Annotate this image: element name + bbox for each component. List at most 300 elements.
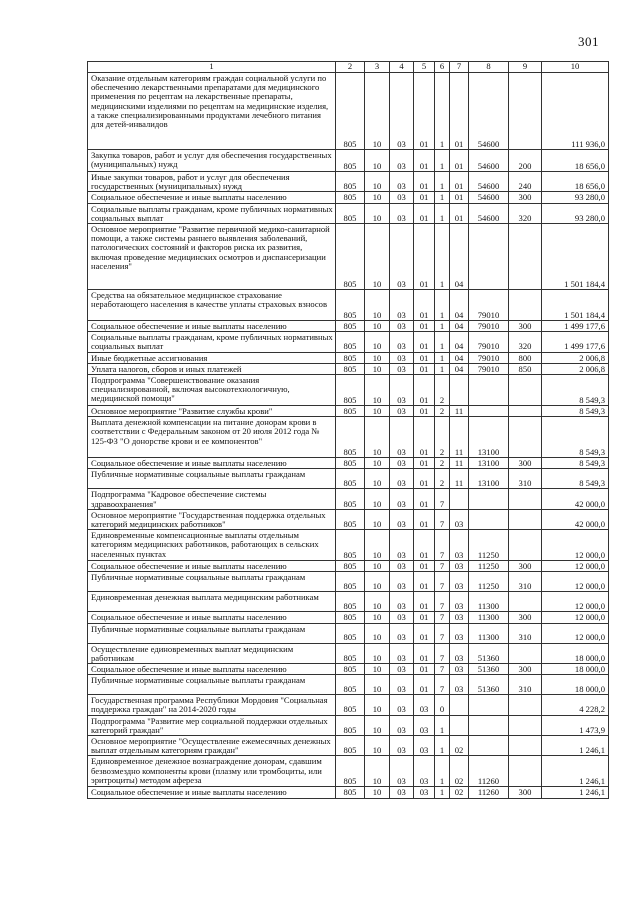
row-value-cell-2: 805: [336, 592, 365, 612]
row-value-cell-9: 800: [509, 352, 542, 363]
row-value-cell-7: [450, 715, 469, 735]
row-value-cell-10: 12 000,0: [542, 592, 609, 612]
row-value-cell-3: 10: [365, 592, 390, 612]
row-value-cell-10: 1 246,1: [542, 756, 609, 787]
row-value-cell-4: 03: [390, 643, 414, 663]
row-value-cell-10: 1 246,1: [542, 736, 609, 756]
row-value-cell-3: 10: [365, 203, 390, 223]
row-value-cell-9: 310: [509, 469, 542, 489]
row-value-cell-8: 79010: [469, 332, 509, 352]
table-row: [88, 623, 609, 643]
row-value-cell-10: 18 000,0: [542, 643, 609, 663]
row-name-cell: Публичные нормативные социальные выплаты гражданам: [88, 572, 336, 592]
row-value-cell-9: 850: [509, 363, 542, 374]
row-value-cell-2: 805: [336, 736, 365, 756]
table-row: [88, 509, 609, 529]
row-value-cell-10: 18 656,0: [542, 172, 609, 192]
row-value-cell-9: [509, 756, 542, 787]
row-value-cell-3: 10: [365, 332, 390, 352]
row-name-cell: Социальное обеспечение и иные выплаты населению: [88, 612, 336, 623]
row-value-cell-7: 01: [450, 203, 469, 223]
row-value-cell-7: 03: [450, 664, 469, 675]
table-row: [88, 203, 609, 223]
row-value-cell-9: 300: [509, 664, 542, 675]
row-value-cell-5: 01: [414, 509, 435, 529]
row-value-cell-3: 10: [365, 363, 390, 374]
table-row: [88, 469, 609, 489]
row-value-cell-10: 2 006,8: [542, 363, 609, 374]
row-value-cell-6: 1: [435, 150, 450, 172]
row-value-cell-10: 12 000,0: [542, 561, 609, 572]
row-value-cell-9: 200: [509, 150, 542, 172]
row-value-cell-7: 01: [450, 172, 469, 192]
row-value-cell-9: 300: [509, 192, 542, 203]
row-value-cell-4: 03: [390, 417, 414, 458]
row-value-cell-7: 02: [450, 756, 469, 787]
row-value-cell-2: 805: [336, 375, 365, 406]
row-value-cell-6: 1: [435, 192, 450, 203]
row-value-cell-2: 805: [336, 675, 365, 695]
row-value-cell-6: 7: [435, 489, 450, 509]
row-value-cell-2: 805: [336, 530, 365, 561]
column-header-7: 7: [450, 62, 469, 73]
row-value-cell-9: 300: [509, 561, 542, 572]
table-header-row: [88, 62, 609, 73]
row-value-cell-9: 320: [509, 332, 542, 352]
row-value-cell-10: 1 501 184,4: [542, 290, 609, 321]
table-row: [88, 695, 609, 715]
row-value-cell-9: [509, 224, 542, 290]
table-row: [88, 612, 609, 623]
row-name-cell: Выплата денежной компенсации на питание донорам крови в соответствии с Федеральным законом от 20 июля 2012 года № 125-ФЗ "О донорстве крови и ее компонентов": [88, 417, 336, 458]
table-row: [88, 192, 609, 203]
row-value-cell-8: 13100: [469, 458, 509, 469]
row-value-cell-6: 7: [435, 592, 450, 612]
row-value-cell-6: 1: [435, 352, 450, 363]
row-value-cell-5: 01: [414, 224, 435, 290]
table-body: [88, 73, 609, 799]
row-value-cell-6: 1: [435, 224, 450, 290]
row-value-cell-9: 300: [509, 612, 542, 623]
row-value-cell-8: 51360: [469, 664, 509, 675]
row-name-cell: Оказание отдельным категориям граждан социальной услуги по обеспечению лекарственными препаратами для медицинского применения по рецептам на лекарственные препараты, медицинскими изделиями по рецептам на медицинские изделия, а также специализированными продуктами лечебного питания для детей-инвалидов: [88, 73, 336, 150]
row-value-cell-8: [469, 224, 509, 290]
row-value-cell-5: 01: [414, 192, 435, 203]
row-value-cell-2: 805: [336, 469, 365, 489]
table-row: [88, 664, 609, 675]
row-value-cell-6: 1: [435, 363, 450, 374]
row-value-cell-5: 03: [414, 756, 435, 787]
row-name-cell: Публичные нормативные социальные выплаты гражданам: [88, 623, 336, 643]
row-value-cell-6: 1: [435, 756, 450, 787]
row-value-cell-3: 10: [365, 664, 390, 675]
table-row: [88, 332, 609, 352]
row-value-cell-5: 01: [414, 643, 435, 663]
column-header-6: 6: [435, 62, 450, 73]
table-row: [88, 417, 609, 458]
row-value-cell-3: 10: [365, 150, 390, 172]
row-value-cell-4: 03: [390, 363, 414, 374]
row-value-cell-5: 01: [414, 572, 435, 592]
table-row: [88, 675, 609, 695]
row-value-cell-10: 18 000,0: [542, 675, 609, 695]
row-value-cell-3: 10: [365, 321, 390, 332]
row-value-cell-9: [509, 592, 542, 612]
row-value-cell-8: 11260: [469, 787, 509, 798]
row-value-cell-5: 01: [414, 561, 435, 572]
row-value-cell-7: 04: [450, 332, 469, 352]
row-value-cell-8: 51360: [469, 675, 509, 695]
row-value-cell-6: 1: [435, 290, 450, 321]
row-value-cell-2: 805: [336, 150, 365, 172]
row-value-cell-4: 03: [390, 375, 414, 406]
table-row: [88, 172, 609, 192]
row-value-cell-8: 79010: [469, 290, 509, 321]
row-value-cell-9: [509, 406, 542, 417]
row-value-cell-4: 03: [390, 321, 414, 332]
column-header-4: 4: [390, 62, 414, 73]
row-value-cell-10: 12 000,0: [542, 572, 609, 592]
row-value-cell-2: 805: [336, 489, 365, 509]
row-value-cell-8: 54600: [469, 203, 509, 223]
row-value-cell-3: 10: [365, 458, 390, 469]
row-value-cell-10: 1 499 177,6: [542, 332, 609, 352]
row-value-cell-4: 03: [390, 150, 414, 172]
row-value-cell-7: 03: [450, 561, 469, 572]
row-value-cell-7: 02: [450, 736, 469, 756]
row-value-cell-2: 805: [336, 321, 365, 332]
row-value-cell-5: 03: [414, 715, 435, 735]
row-value-cell-10: 12 000,0: [542, 612, 609, 623]
row-value-cell-2: 805: [336, 612, 365, 623]
row-name-cell: Единовременное денежное вознаграждение донорам, сдавшим безвозмездно компоненты крови (плазму или тромбоциты, или эритроциты) методом афереза: [88, 756, 336, 787]
row-value-cell-3: 10: [365, 352, 390, 363]
row-value-cell-10: 111 936,0: [542, 73, 609, 150]
row-value-cell-6: 7: [435, 612, 450, 623]
row-name-cell: Единовременные компенсационные выплаты отдельным категориям медицинских работников, работающих в сельских населенных пунктах: [88, 530, 336, 561]
row-value-cell-7: 04: [450, 290, 469, 321]
row-value-cell-3: 10: [365, 375, 390, 406]
row-value-cell-8: [469, 509, 509, 529]
row-value-cell-7: 02: [450, 787, 469, 798]
table-row: [88, 150, 609, 172]
row-value-cell-3: 10: [365, 469, 390, 489]
row-value-cell-3: 10: [365, 172, 390, 192]
row-value-cell-6: 0: [435, 695, 450, 715]
row-value-cell-2: 805: [336, 73, 365, 150]
row-value-cell-10: 12 000,0: [542, 623, 609, 643]
row-value-cell-4: 03: [390, 572, 414, 592]
row-name-cell: Социальное обеспечение и иные выплаты населению: [88, 561, 336, 572]
row-value-cell-2: 805: [336, 756, 365, 787]
row-name-cell: Иные бюджетные ассигнования: [88, 352, 336, 363]
row-value-cell-2: 805: [336, 203, 365, 223]
row-value-cell-4: 03: [390, 736, 414, 756]
row-value-cell-10: 8 549,3: [542, 458, 609, 469]
row-value-cell-8: 51360: [469, 643, 509, 663]
row-value-cell-5: 01: [414, 150, 435, 172]
row-name-cell: Иные закупки товаров, работ и услуг для обеспечения государственных (муниципальных) нужд: [88, 172, 336, 192]
row-value-cell-6: 1: [435, 73, 450, 150]
row-value-cell-2: 805: [336, 458, 365, 469]
row-value-cell-8: 11300: [469, 612, 509, 623]
row-value-cell-4: 03: [390, 592, 414, 612]
row-name-cell: Социальное обеспечение и иные выплаты населению: [88, 321, 336, 332]
row-value-cell-4: 03: [390, 695, 414, 715]
row-value-cell-3: 10: [365, 572, 390, 592]
row-value-cell-8: 79010: [469, 363, 509, 374]
row-value-cell-3: 10: [365, 417, 390, 458]
row-value-cell-5: 01: [414, 612, 435, 623]
row-value-cell-5: 01: [414, 375, 435, 406]
row-value-cell-6: 2: [435, 458, 450, 469]
row-value-cell-6: 7: [435, 561, 450, 572]
row-name-cell: Социальное обеспечение и иные выплаты населению: [88, 458, 336, 469]
row-value-cell-8: [469, 375, 509, 406]
row-value-cell-4: 03: [390, 192, 414, 203]
row-value-cell-5: 01: [414, 489, 435, 509]
row-name-cell: Средства на обязательное медицинское страхование неработающего населения в качестве уплаты страховых взносов: [88, 290, 336, 321]
row-value-cell-9: [509, 736, 542, 756]
row-value-cell-10: 1 246,1: [542, 787, 609, 798]
row-value-cell-3: 10: [365, 73, 390, 150]
row-value-cell-9: 310: [509, 572, 542, 592]
row-value-cell-4: 03: [390, 290, 414, 321]
row-value-cell-2: 805: [336, 787, 365, 798]
row-value-cell-9: [509, 695, 542, 715]
row-value-cell-3: 10: [365, 675, 390, 695]
row-value-cell-6: 7: [435, 664, 450, 675]
row-value-cell-4: 03: [390, 561, 414, 572]
row-value-cell-10: 8 549,3: [542, 375, 609, 406]
row-name-cell: Уплата налогов, сборов и иных платежей: [88, 363, 336, 374]
row-value-cell-9: [509, 715, 542, 735]
row-value-cell-5: 01: [414, 363, 435, 374]
row-value-cell-6: 1: [435, 203, 450, 223]
row-value-cell-8: 13100: [469, 417, 509, 458]
row-value-cell-2: 805: [336, 695, 365, 715]
table-row: [88, 736, 609, 756]
row-value-cell-6: 7: [435, 675, 450, 695]
row-value-cell-2: 805: [336, 664, 365, 675]
row-value-cell-6: 7: [435, 643, 450, 663]
column-header-2: 2: [336, 62, 365, 73]
row-name-cell: Основное мероприятие "Развитие службы крови": [88, 406, 336, 417]
column-header-8: 8: [469, 62, 509, 73]
row-value-cell-6: 7: [435, 530, 450, 561]
row-value-cell-9: 300: [509, 321, 542, 332]
row-name-cell: Государственная программа Республики Мордовия "Социальная поддержка граждан" на 2014-2020 годы: [88, 695, 336, 715]
row-value-cell-5: 01: [414, 321, 435, 332]
row-value-cell-9: [509, 73, 542, 150]
row-value-cell-9: [509, 417, 542, 458]
row-value-cell-4: 03: [390, 787, 414, 798]
row-value-cell-10: 18 000,0: [542, 664, 609, 675]
row-value-cell-3: 10: [365, 224, 390, 290]
row-value-cell-8: 11250: [469, 561, 509, 572]
row-value-cell-5: 03: [414, 695, 435, 715]
row-value-cell-7: 03: [450, 612, 469, 623]
row-value-cell-8: 11250: [469, 530, 509, 561]
row-value-cell-10: 1 473,9: [542, 715, 609, 735]
row-value-cell-6: 1: [435, 172, 450, 192]
row-name-cell: Социальные выплаты гражданам, кроме публичных нормативных социальных выплат: [88, 332, 336, 352]
row-value-cell-2: 805: [336, 561, 365, 572]
row-value-cell-4: 03: [390, 509, 414, 529]
table-row: [88, 572, 609, 592]
row-value-cell-2: 805: [336, 623, 365, 643]
table-row: [88, 756, 609, 787]
row-value-cell-6: 7: [435, 623, 450, 643]
row-value-cell-9: 300: [509, 787, 542, 798]
row-value-cell-3: 10: [365, 406, 390, 417]
row-value-cell-7: 01: [450, 73, 469, 150]
row-value-cell-6: 1: [435, 332, 450, 352]
row-value-cell-8: 79010: [469, 352, 509, 363]
row-value-cell-3: 10: [365, 489, 390, 509]
row-value-cell-6: 1: [435, 321, 450, 332]
row-value-cell-10: 4 228,2: [542, 695, 609, 715]
row-value-cell-2: 805: [336, 224, 365, 290]
row-value-cell-8: 11300: [469, 623, 509, 643]
row-value-cell-9: 240: [509, 172, 542, 192]
row-value-cell-5: 01: [414, 458, 435, 469]
row-value-cell-7: 03: [450, 572, 469, 592]
row-name-cell: Основное мероприятие "Осуществление ежемесячных денежных выплат отдельным категориям граждан": [88, 736, 336, 756]
row-value-cell-6: 2: [435, 375, 450, 406]
row-value-cell-5: 01: [414, 352, 435, 363]
row-value-cell-6: 1: [435, 787, 450, 798]
row-value-cell-7: 11: [450, 417, 469, 458]
row-value-cell-4: 03: [390, 332, 414, 352]
row-value-cell-10: 2 006,8: [542, 352, 609, 363]
row-value-cell-6: 2: [435, 417, 450, 458]
table-row: [88, 352, 609, 363]
row-value-cell-9: [509, 643, 542, 663]
row-name-cell: Основное мероприятие "Государственная поддержка отдельных категорий медицинских работников": [88, 509, 336, 529]
row-value-cell-4: 03: [390, 675, 414, 695]
row-value-cell-3: 10: [365, 623, 390, 643]
row-value-cell-9: [509, 375, 542, 406]
row-value-cell-3: 10: [365, 290, 390, 321]
row-value-cell-6: 2: [435, 406, 450, 417]
row-value-cell-4: 03: [390, 352, 414, 363]
row-value-cell-5: 01: [414, 530, 435, 561]
table-row: [88, 489, 609, 509]
row-value-cell-5: 03: [414, 736, 435, 756]
row-name-cell: Социальные выплаты гражданам, кроме публичных нормативных социальных выплат: [88, 203, 336, 223]
row-value-cell-10: 1 501 184,4: [542, 224, 609, 290]
table-row: [88, 643, 609, 663]
row-value-cell-10: 1 499 177,6: [542, 321, 609, 332]
row-value-cell-8: [469, 489, 509, 509]
row-value-cell-9: 300: [509, 458, 542, 469]
row-value-cell-4: 03: [390, 203, 414, 223]
row-value-cell-6: 7: [435, 572, 450, 592]
row-value-cell-8: 11300: [469, 592, 509, 612]
row-value-cell-8: 54600: [469, 192, 509, 203]
table-row: [88, 592, 609, 612]
row-value-cell-8: 79010: [469, 321, 509, 332]
row-name-cell: Основное мероприятие "Развитие первичной медико-санитарной помощи, а также системы раннего выявления заболеваний, патологических состояний и факторов риска их развития, включая проведение медицинских осмотров и диспансеризации населения": [88, 224, 336, 290]
row-value-cell-8: 54600: [469, 73, 509, 150]
table-row: [88, 715, 609, 735]
row-name-cell: Подпрограмма "Развитие мер социальной поддержки отдельных категорий граждан": [88, 715, 336, 735]
row-name-cell: Осуществление единовременных выплат медицинским работникам: [88, 643, 336, 663]
row-value-cell-5: 01: [414, 73, 435, 150]
row-value-cell-7: 03: [450, 530, 469, 561]
row-value-cell-5: 01: [414, 623, 435, 643]
row-value-cell-7: [450, 489, 469, 509]
row-value-cell-2: 805: [336, 352, 365, 363]
row-value-cell-6: 2: [435, 469, 450, 489]
row-value-cell-7: 04: [450, 363, 469, 374]
row-value-cell-4: 03: [390, 489, 414, 509]
row-value-cell-3: 10: [365, 643, 390, 663]
table-row: [88, 375, 609, 406]
row-value-cell-2: 805: [336, 172, 365, 192]
row-value-cell-8: [469, 736, 509, 756]
row-value-cell-2: 805: [336, 406, 365, 417]
row-value-cell-2: 805: [336, 363, 365, 374]
row-value-cell-4: 03: [390, 715, 414, 735]
table-row: [88, 224, 609, 290]
column-header-1: 1: [88, 62, 336, 73]
row-value-cell-3: 10: [365, 756, 390, 787]
row-value-cell-3: 10: [365, 530, 390, 561]
row-value-cell-5: 01: [414, 203, 435, 223]
row-value-cell-4: 03: [390, 623, 414, 643]
row-name-cell: Публичные нормативные социальные выплаты гражданам: [88, 675, 336, 695]
row-value-cell-5: 01: [414, 406, 435, 417]
row-value-cell-3: 10: [365, 612, 390, 623]
row-value-cell-5: 03: [414, 787, 435, 798]
row-value-cell-8: 11250: [469, 572, 509, 592]
column-header-5: 5: [414, 62, 435, 73]
row-value-cell-10: 42 000,0: [542, 489, 609, 509]
table-row: [88, 787, 609, 798]
row-value-cell-2: 805: [336, 572, 365, 592]
row-value-cell-4: 03: [390, 224, 414, 290]
row-value-cell-7: 01: [450, 150, 469, 172]
row-value-cell-4: 03: [390, 172, 414, 192]
row-value-cell-7: 03: [450, 509, 469, 529]
row-value-cell-3: 10: [365, 561, 390, 572]
row-value-cell-5: 01: [414, 172, 435, 192]
row-name-cell: Публичные нормативные социальные выплаты гражданам: [88, 469, 336, 489]
table-row: [88, 561, 609, 572]
row-value-cell-9: 320: [509, 203, 542, 223]
row-value-cell-4: 03: [390, 458, 414, 469]
row-value-cell-5: 01: [414, 332, 435, 352]
row-value-cell-7: 03: [450, 643, 469, 663]
row-value-cell-10: 18 656,0: [542, 150, 609, 172]
row-value-cell-7: 03: [450, 623, 469, 643]
table-row: [88, 363, 609, 374]
row-value-cell-10: 93 280,0: [542, 192, 609, 203]
row-value-cell-7: 11: [450, 458, 469, 469]
table-row: [88, 530, 609, 561]
row-name-cell: Социальное обеспечение и иные выплаты населению: [88, 664, 336, 675]
row-value-cell-8: [469, 695, 509, 715]
row-value-cell-4: 03: [390, 73, 414, 150]
row-value-cell-5: 01: [414, 675, 435, 695]
row-value-cell-5: 01: [414, 417, 435, 458]
column-header-3: 3: [365, 62, 390, 73]
row-value-cell-5: 01: [414, 469, 435, 489]
row-value-cell-8: 11260: [469, 756, 509, 787]
row-value-cell-2: 805: [336, 417, 365, 458]
